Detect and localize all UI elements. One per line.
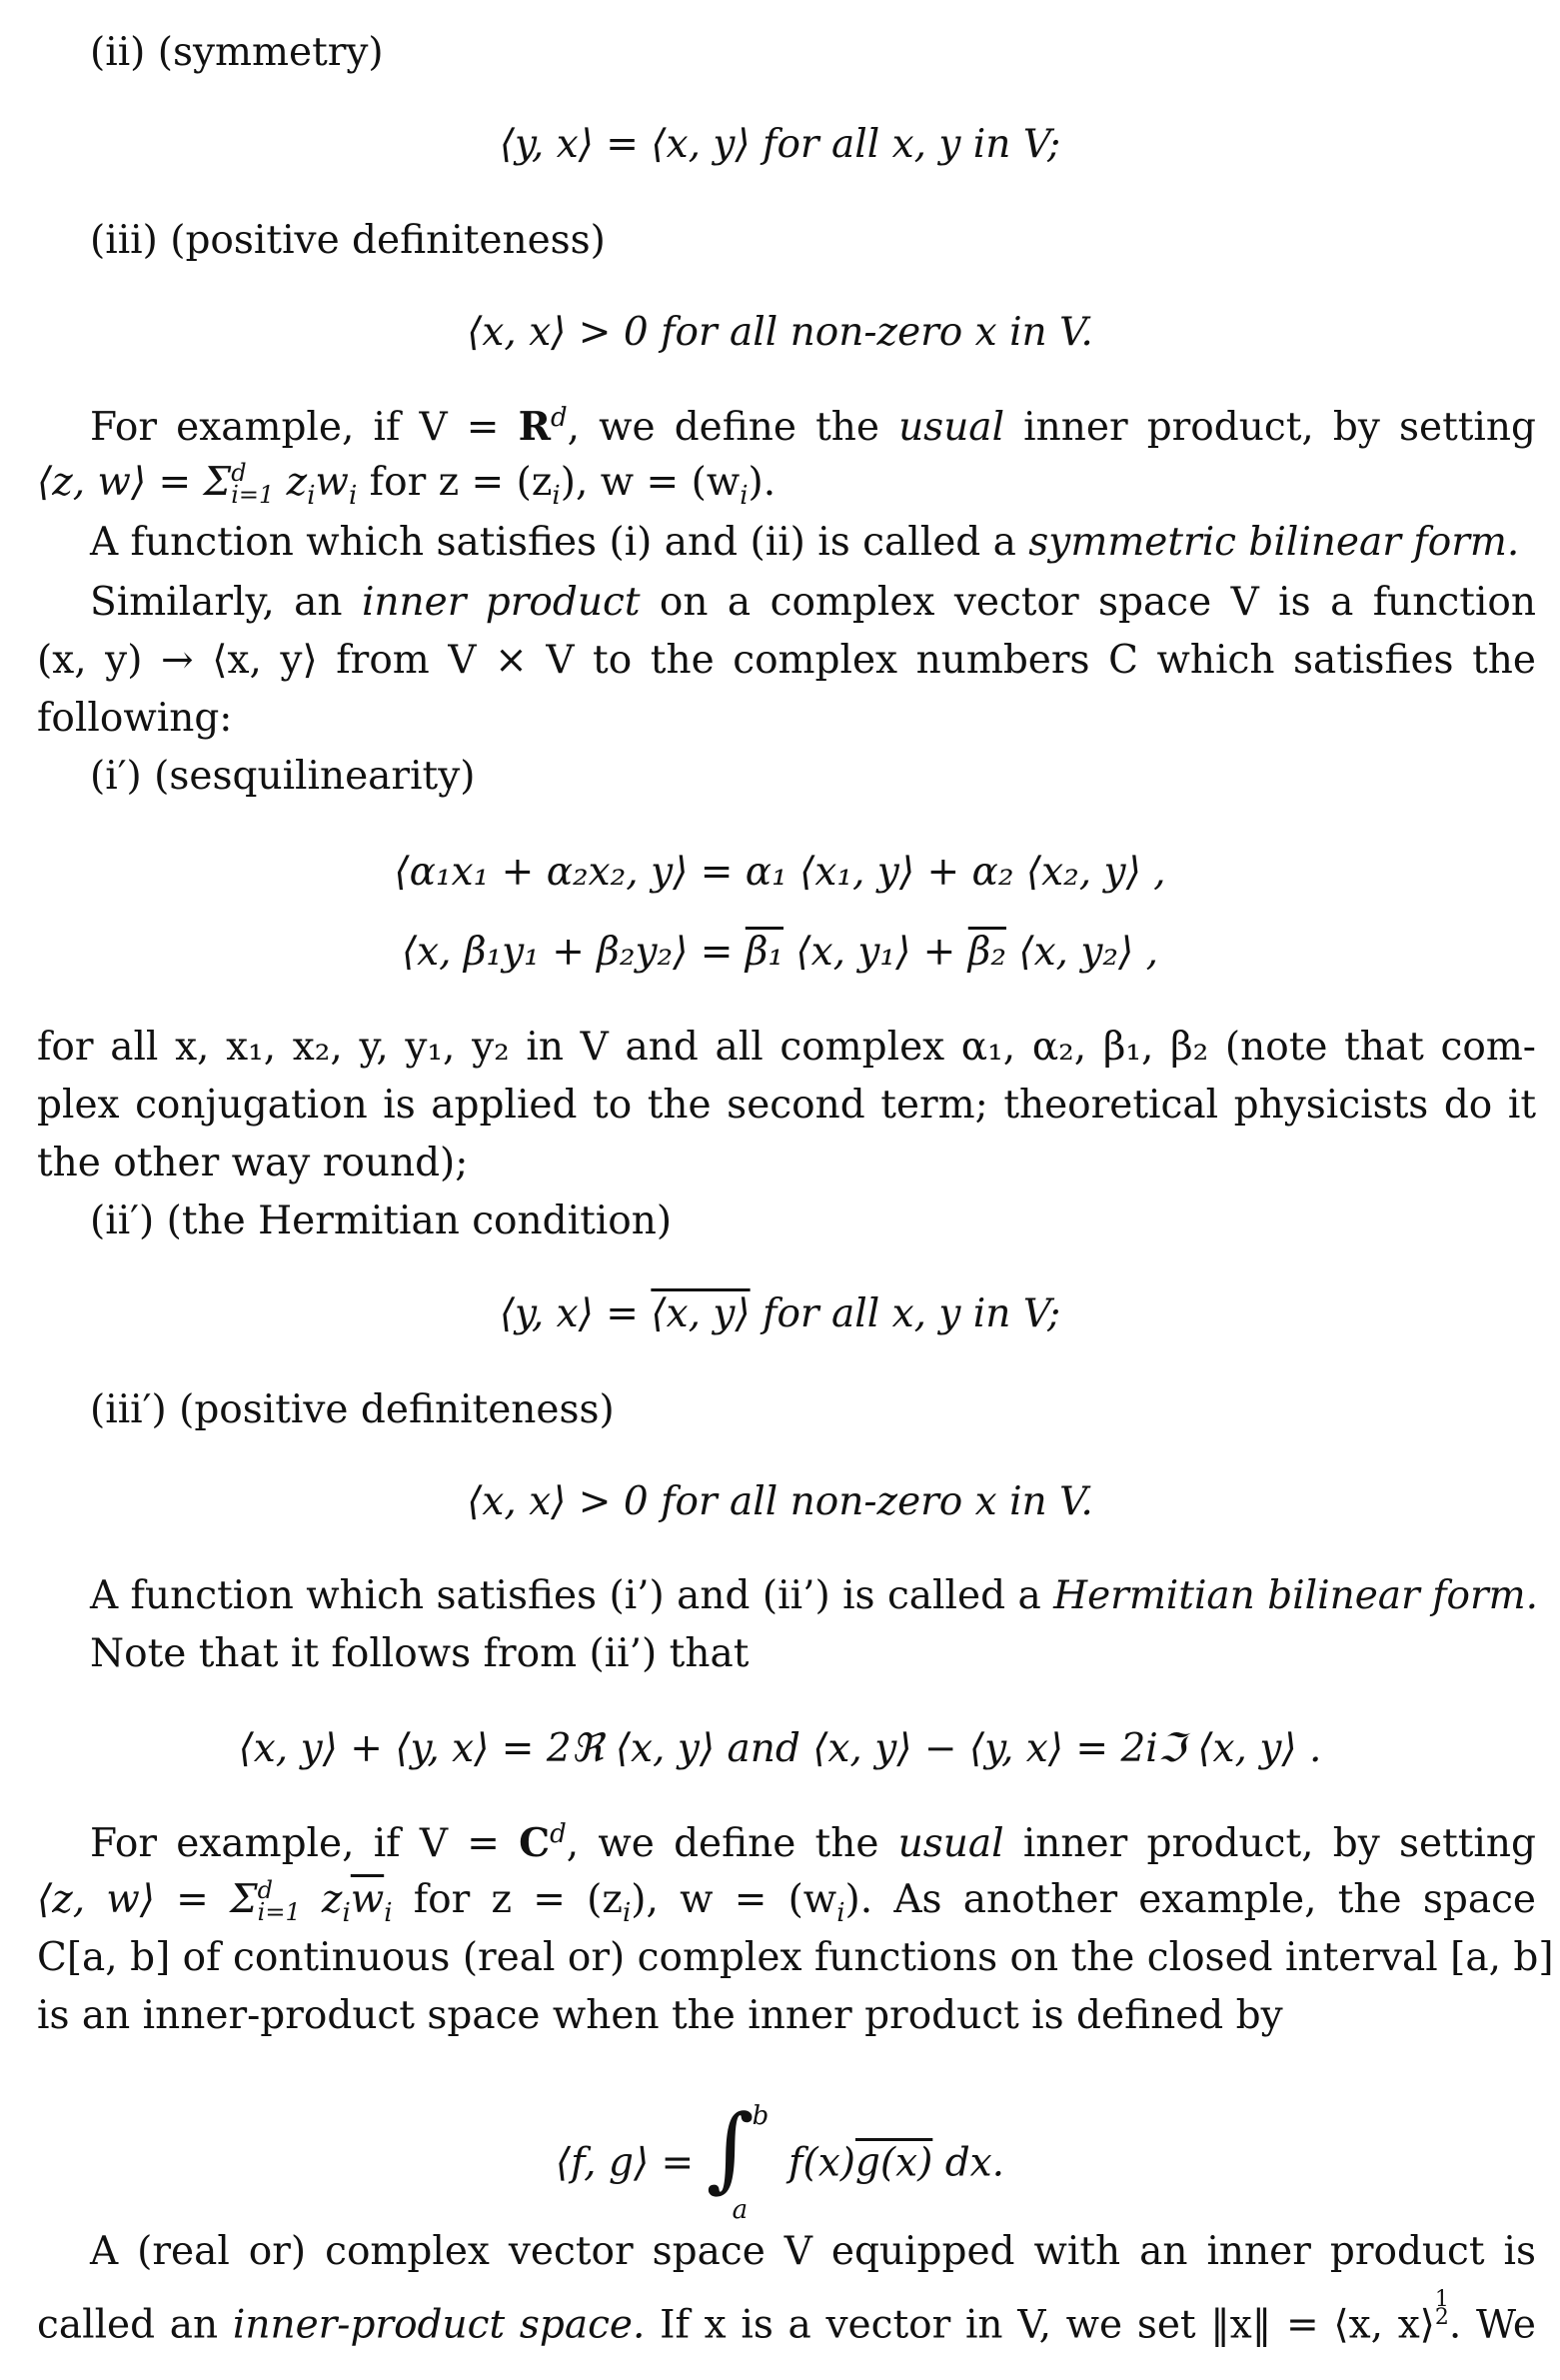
text-run: i bbox=[740, 480, 749, 511]
hermitian-bilinear-definition bbox=[90, 1573, 1538, 1620]
text-run: i bbox=[307, 480, 316, 511]
sesquilinearity-note-line-1: for all x, x₁, x₂, y, y₁, y₂ in V and all complex α₁, α₂, β₁, β₂ (note that com- bbox=[37, 1025, 1536, 1070]
note-line: Note that it follows from (ii’) that bbox=[90, 1631, 750, 1676]
text-run: ⟨z, w⟩ = Σ bbox=[37, 1877, 258, 1922]
text-run: inner product, by setting bbox=[1004, 405, 1536, 450]
text-run: i bbox=[384, 1897, 393, 1928]
text-run: ⟨x, y₁⟩ + bbox=[783, 930, 968, 975]
exponent-fraction bbox=[1434, 2287, 1449, 2330]
complex-example-line-2 bbox=[37, 1877, 1536, 1929]
complex-example-line-1 bbox=[90, 1819, 1536, 1868]
text-run: g(x) bbox=[854, 2140, 933, 2186]
symmetry-equation bbox=[0, 122, 1560, 169]
complex-inner-product-line-3: following: bbox=[37, 696, 233, 741]
text-run: ⟨x, y⟩ + ⟨y, x⟩ = 2ℜ ⟨x, y⟩ and ⟨x, y⟩ − ⟨y, x⟩ = 2iℑ ⟨x, y⟩ . bbox=[238, 1726, 1322, 1771]
text-run: i bbox=[552, 480, 561, 511]
text-run: dx. bbox=[932, 2140, 1005, 2186]
text-run: d bbox=[550, 1819, 567, 1849]
text-run: If x is a vector in V, we set ‖x‖ = ⟨x, x⟩ bbox=[645, 2302, 1435, 2348]
text-run: d bbox=[550, 403, 568, 433]
text-run: , we define the bbox=[566, 1821, 898, 1866]
text-run: inner product, by setting bbox=[1003, 1821, 1536, 1866]
text-run: β₂ bbox=[967, 930, 1006, 975]
positive-definiteness-equation bbox=[0, 310, 1560, 357]
text-run: i=1 bbox=[257, 1898, 301, 1926]
real-imag-equation bbox=[0, 1726, 1560, 1773]
text-run: i bbox=[348, 480, 358, 511]
real-example-line-1 bbox=[90, 403, 1536, 452]
text-run: ⟨f, g⟩ = bbox=[555, 2140, 707, 2186]
text-run: ⟨z, w⟩ = Σ bbox=[37, 460, 232, 505]
text-run: C bbox=[519, 1820, 551, 1866]
inner-product-space-line: is an inner-product space when the inner product is defined by bbox=[37, 1993, 1283, 2038]
text-run: ). bbox=[748, 460, 777, 505]
text-run: i=1 bbox=[231, 481, 275, 509]
symmetric-bilinear-definition bbox=[90, 520, 1519, 567]
sum-limits bbox=[257, 1876, 301, 1926]
text-run: Similarly, an bbox=[90, 580, 362, 625]
text-run: symmetric bilinear form. bbox=[1028, 520, 1520, 565]
final-paragraph-line-1: A (real or) complex vector space V equipped with an inner product is bbox=[90, 2229, 1536, 2274]
real-example-line-2 bbox=[37, 460, 776, 512]
text-run: d bbox=[231, 459, 247, 488]
text-run: f(x) bbox=[788, 2140, 855, 2186]
sesquilinearity-equation-2 bbox=[0, 930, 1560, 977]
text-run: for all x, y in V; bbox=[750, 1291, 1061, 1336]
positive-definiteness-prime-equation bbox=[0, 1479, 1560, 1526]
item-i-prime-heading: (i′) (sesquilinearity) bbox=[90, 754, 476, 799]
text-run: for z = (z bbox=[357, 460, 553, 505]
final-paragraph-line-2 bbox=[37, 2287, 1536, 2349]
sesquilinearity-note-line-2: plex conjugation is applied to the second term; theoretical physicists do it bbox=[37, 1083, 1536, 1128]
sesquilinearity-equation-1 bbox=[0, 850, 1560, 897]
text-run: $\overline{w}$ bbox=[350, 1877, 385, 1922]
integral-glyph: ∫ bbox=[706, 2095, 755, 2202]
text-run: ⟨y, x⟩ = bbox=[499, 1291, 652, 1336]
complex-inner-product-line-2: (x, y) → ⟨x, y⟩ from V × V to the complex numbers C which satisfies the bbox=[37, 638, 1536, 683]
text-run: A function which satisfies (i) and (ii) is called a bbox=[90, 520, 1029, 565]
text-run: For example, if V = bbox=[90, 405, 519, 450]
hermitian-equation bbox=[0, 1291, 1560, 1338]
text-run: inner product bbox=[361, 580, 641, 625]
positive-definiteness-text: ⟨x, x⟩ > 0 for all non-zero x in V. bbox=[467, 310, 1093, 355]
text-run: Hermitian bilinear form. bbox=[1053, 1573, 1539, 1618]
text-run: inner-product space. bbox=[232, 2302, 646, 2348]
text-run: i bbox=[836, 1897, 845, 1928]
text-run: ⟨x, y⟩ bbox=[651, 1291, 751, 1336]
sesquilinearity-note-line-3: the other way round); bbox=[37, 1141, 469, 1186]
text-run: β₁ bbox=[745, 930, 783, 975]
text-run: , we define the bbox=[567, 405, 899, 450]
text-run: for z = (z bbox=[392, 1877, 623, 1922]
symmetry-equation-text: ⟨y, x⟩ = ⟨x, y⟩ for all x, y in V; bbox=[499, 122, 1061, 167]
text-run: usual bbox=[898, 405, 1005, 450]
text-run: ⟨α₁x₁ + α₂x₂, y⟩ = α₁ ⟨x₁, y⟩ + α₂ ⟨x₂, y⟩ , bbox=[394, 850, 1166, 895]
text-run: R bbox=[518, 404, 551, 450]
text-run: usual bbox=[897, 1821, 1004, 1866]
sum-limits bbox=[231, 459, 275, 509]
text-run: 2 bbox=[1434, 2304, 1449, 2330]
text-run: ), w = (w bbox=[560, 460, 741, 505]
text-run: ), w = (w bbox=[631, 1877, 837, 1922]
text-run: . We bbox=[1448, 2302, 1536, 2348]
text-run: z bbox=[300, 1877, 343, 1922]
text-run: 1 bbox=[1434, 2287, 1449, 2312]
text-run: i bbox=[342, 1897, 351, 1928]
item-iii-heading: (iii) (positive definiteness) bbox=[90, 218, 606, 263]
item-iii-prime-heading: (iii′) (positive definiteness) bbox=[90, 1387, 615, 1432]
text-run: z bbox=[274, 460, 308, 505]
complex-inner-product-line-1 bbox=[90, 580, 1536, 627]
integral-sign bbox=[706, 2095, 777, 2225]
item-ii-prime-heading: (ii′) (the Hermitian condition) bbox=[90, 1198, 673, 1243]
text-run: For example, if V = bbox=[90, 1821, 520, 1866]
text-run: i bbox=[622, 1897, 632, 1928]
text-run: A function which satisfies (i’) and (ii’) is called a bbox=[90, 1573, 1054, 1618]
text-run: d bbox=[257, 1876, 274, 1905]
text-run: ⟨x, β₁y₁ + β₂y₂⟩ = bbox=[401, 930, 746, 975]
integral-equation bbox=[0, 2095, 1560, 2229]
text-run: w bbox=[315, 460, 349, 505]
integral-lower-limit: a bbox=[732, 2195, 749, 2225]
text-run: called an bbox=[37, 2302, 233, 2348]
text-run: ). As another example, the space bbox=[844, 1877, 1536, 1922]
text-run: ⟨x, y₂⟩ , bbox=[1005, 930, 1159, 975]
text-run: on a complex vector space V is a function bbox=[640, 580, 1537, 625]
item-ii-heading: (ii) (symmetry) bbox=[90, 30, 384, 75]
integral-upper-limit: b bbox=[752, 2101, 770, 2131]
text-run: ⟨x, x⟩ > 0 for all non-zero x in V. bbox=[467, 1479, 1093, 1524]
continuous-functions-line: C[a, b] of continuous (real or) complex functions on the closed interval [a, b] bbox=[37, 1935, 1554, 1980]
